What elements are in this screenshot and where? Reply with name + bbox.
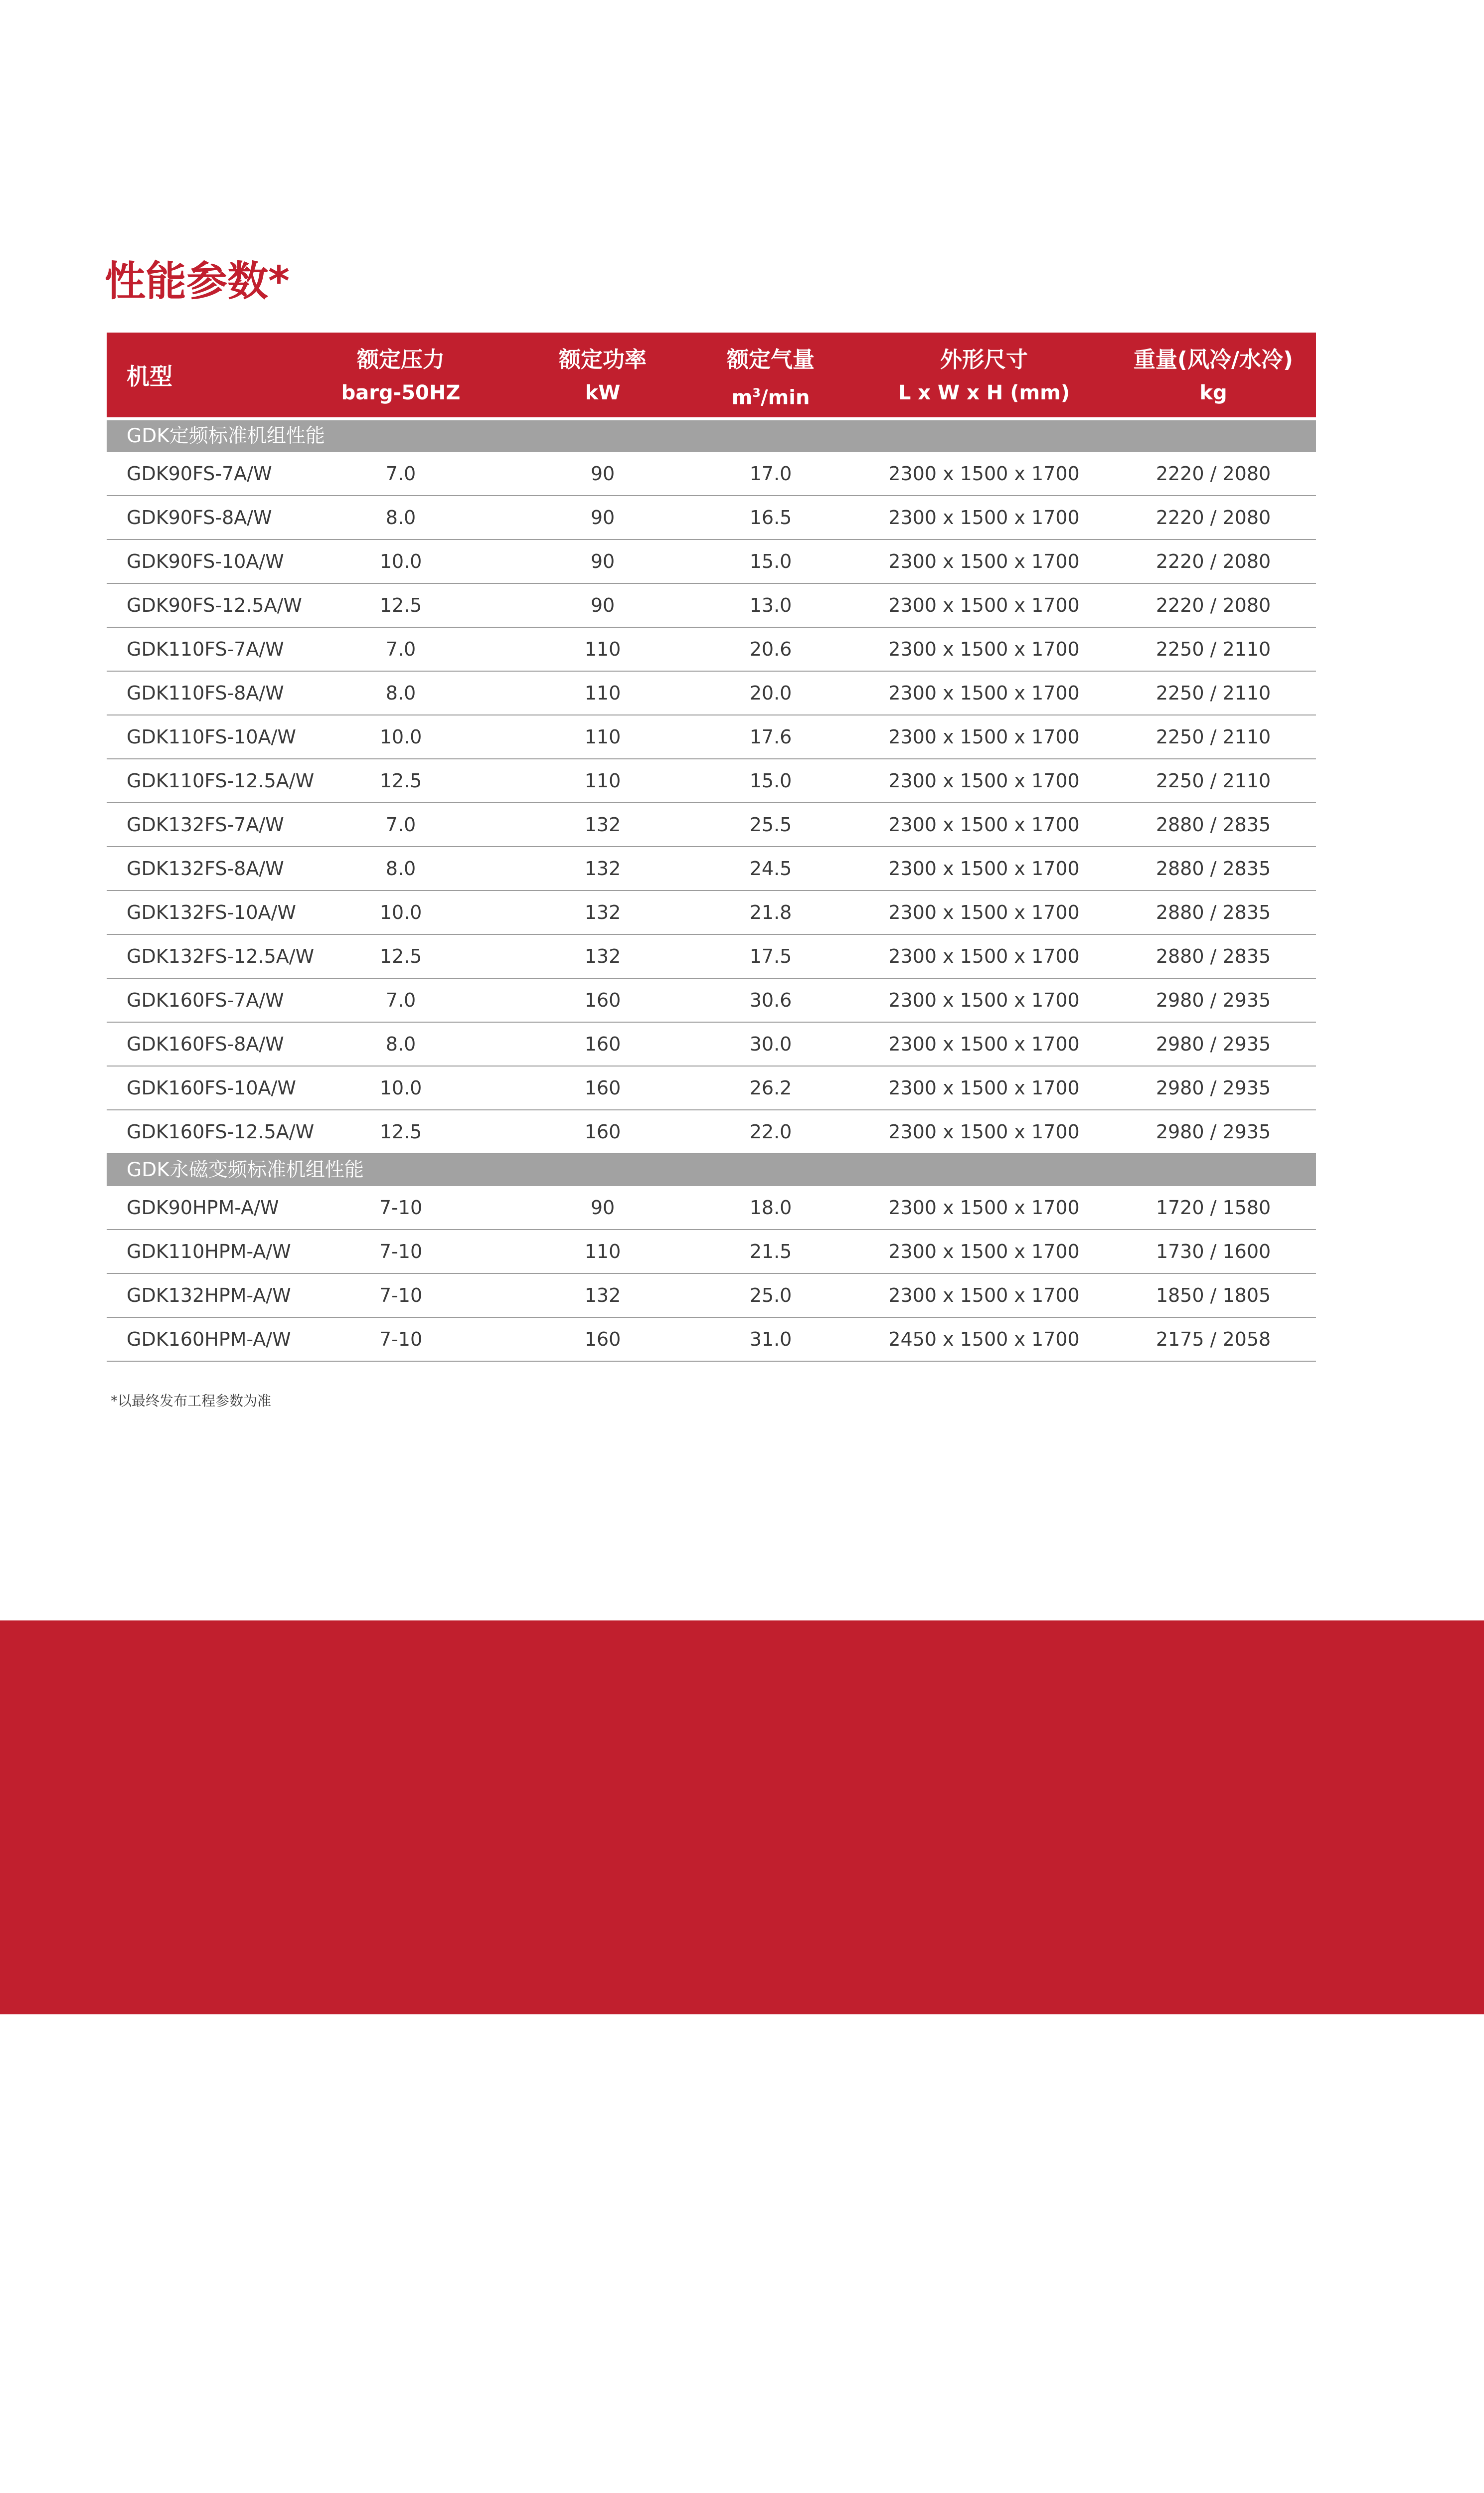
cell-size: 2300 x 1500 x 1700 (888, 1284, 1080, 1306)
cell-flow: 30.0 (749, 1033, 792, 1055)
cell-size: 2300 x 1500 x 1700 (888, 901, 1080, 923)
cell-model: GDK90FS-10A/W (127, 550, 284, 572)
cell-size: 2300 x 1500 x 1700 (888, 1241, 1080, 1262)
header-pressure-unit: barg-50HZ (341, 381, 461, 404)
cell-model: GDK90FS-12.5A/W (127, 594, 302, 616)
header-pressure-label: 额定压力 (357, 347, 445, 372)
table-row (107, 584, 1316, 628)
cell-power: 110 (584, 1241, 621, 1262)
cell-weight: 2250 / 2110 (1155, 638, 1271, 660)
cell-size: 2300 x 1500 x 1700 (888, 989, 1080, 1011)
header-flow-unit (701, 376, 840, 414)
header-flow-unit-suffix: /min (760, 386, 810, 409)
cell-pressure: 8.0 (385, 682, 416, 704)
table-row (107, 847, 1316, 891)
cell-power: 90 (590, 550, 615, 572)
table-header (107, 333, 1316, 417)
cell-weight: 2880 / 2835 (1155, 945, 1271, 967)
cell-weight: 2250 / 2110 (1155, 682, 1271, 704)
header-weight (1114, 344, 1313, 409)
cell-weight: 2980 / 2935 (1155, 989, 1271, 1011)
cell-size: 2300 x 1500 x 1700 (888, 638, 1080, 660)
cell-model: GDK90HPM-A/W (127, 1197, 279, 1219)
cell-size: 2300 x 1500 x 1700 (888, 770, 1080, 792)
cell-weight: 2980 / 2935 (1155, 1033, 1271, 1055)
header-flow-unit-prefix: m (731, 386, 753, 409)
header-weight-unit: kg (1199, 381, 1227, 404)
cell-model: GDK110FS-10A/W (127, 726, 296, 748)
cell-weight: 2250 / 2110 (1155, 770, 1271, 792)
footnote: *以最终发布工程参数为准 (111, 1393, 272, 1409)
cell-model: GDK110HPM-A/W (127, 1241, 291, 1262)
cell-pressure: 7.0 (385, 989, 416, 1011)
cell-pressure: 8.0 (385, 858, 416, 880)
cell-flow: 26.2 (749, 1077, 792, 1099)
cell-power: 132 (584, 858, 621, 880)
table-row (107, 1318, 1316, 1362)
cell-flow: 20.6 (749, 638, 792, 660)
cell-pressure: 8.0 (385, 1033, 416, 1055)
cell-weight: 2980 / 2935 (1155, 1121, 1271, 1143)
cell-weight: 2980 / 2935 (1155, 1077, 1271, 1099)
header-size (884, 344, 1084, 409)
cell-power: 160 (584, 1328, 621, 1350)
footer-band (0, 1620, 1484, 2014)
table-row (107, 891, 1316, 935)
cell-weight: 2880 / 2835 (1155, 858, 1271, 880)
cell-power: 160 (584, 989, 621, 1011)
cell-flow: 18.0 (749, 1197, 792, 1219)
table-row (107, 452, 1316, 496)
cell-pressure: 12.5 (379, 770, 422, 792)
cell-power: 132 (584, 901, 621, 923)
cell-model: GDK90FS-7A/W (127, 463, 272, 485)
cell-power: 110 (584, 770, 621, 792)
cell-size: 2300 x 1500 x 1700 (888, 1033, 1080, 1055)
cell-power: 90 (590, 463, 615, 485)
cell-power: 132 (584, 945, 621, 967)
cell-model: GDK132HPM-A/W (127, 1284, 291, 1306)
cell-pressure: 7-10 (379, 1197, 423, 1219)
cell-size: 2300 x 1500 x 1700 (888, 507, 1080, 529)
header-flow (701, 344, 840, 414)
cell-pressure: 8.0 (385, 507, 416, 529)
table-row (107, 628, 1316, 672)
cell-pressure: 7-10 (379, 1284, 423, 1306)
table-row (107, 759, 1316, 803)
cell-flow: 17.6 (749, 726, 792, 748)
cell-size: 2300 x 1500 x 1700 (888, 1077, 1080, 1099)
cell-weight: 1850 / 1805 (1155, 1284, 1271, 1306)
header-flow-label: 额定气量 (727, 347, 815, 372)
cell-model: GDK160FS-8A/W (127, 1033, 284, 1055)
cell-flow: 21.5 (749, 1241, 792, 1262)
cell-size: 2300 x 1500 x 1700 (888, 550, 1080, 572)
cell-flow: 21.8 (749, 901, 792, 923)
table-row (107, 1230, 1316, 1274)
cell-size: 2300 x 1500 x 1700 (888, 682, 1080, 704)
cell-size: 2300 x 1500 x 1700 (888, 858, 1080, 880)
cell-power: 110 (584, 682, 621, 704)
cell-power: 90 (590, 594, 615, 616)
cell-size: 2300 x 1500 x 1700 (888, 1121, 1080, 1143)
table-body (107, 420, 1316, 1362)
cell-power: 90 (590, 507, 615, 529)
header-size-label: 外形尺寸 (940, 347, 1028, 372)
cell-model: GDK132FS-10A/W (127, 901, 296, 923)
cell-weight: 2220 / 2080 (1155, 507, 1271, 529)
table-row (107, 935, 1316, 979)
cell-power: 160 (584, 1077, 621, 1099)
cell-pressure: 7.0 (385, 638, 416, 660)
cell-flow: 22.0 (749, 1121, 792, 1143)
header-weight-label: 重量(风冷/水冷) (1133, 347, 1294, 372)
cell-pressure: 12.5 (379, 945, 422, 967)
cell-model: GDK160HPM-A/W (127, 1328, 291, 1350)
section-header: GDK定频标准机组性能 (107, 420, 1316, 452)
cell-model: GDK160FS-10A/W (127, 1077, 296, 1099)
cell-size: 2300 x 1500 x 1700 (888, 594, 1080, 616)
cell-pressure: 12.5 (379, 594, 422, 616)
cell-weight: 1730 / 1600 (1155, 1241, 1271, 1262)
cell-size: 2450 x 1500 x 1700 (888, 1328, 1080, 1350)
cell-pressure: 12.5 (379, 1121, 422, 1143)
cell-flow: 20.0 (749, 682, 792, 704)
section-header: GDK永磁变频标准机组性能 (107, 1154, 1316, 1186)
cell-power: 110 (584, 638, 621, 660)
cell-pressure: 10.0 (379, 1077, 422, 1099)
table-row (107, 1023, 1316, 1067)
cell-power: 160 (584, 1121, 621, 1143)
table-row (107, 1110, 1316, 1154)
cell-pressure: 7-10 (379, 1328, 423, 1350)
cell-size: 2300 x 1500 x 1700 (888, 1197, 1080, 1219)
cell-flow: 31.0 (749, 1328, 792, 1350)
cell-pressure: 7.0 (385, 463, 416, 485)
page-title: 性能参数* (105, 258, 290, 305)
table-row (107, 979, 1316, 1023)
table-row (107, 1274, 1316, 1318)
table-row (107, 715, 1316, 759)
cell-flow: 24.5 (749, 858, 792, 880)
cell-model: GDK110FS-8A/W (127, 682, 284, 704)
cell-model: GDK160FS-7A/W (127, 989, 284, 1011)
cell-weight: 2250 / 2110 (1155, 726, 1271, 748)
cell-power: 160 (584, 1033, 621, 1055)
header-model: 机型 (127, 363, 172, 390)
performance-table (107, 333, 1316, 1362)
table-row (107, 803, 1316, 847)
cell-pressure: 10.0 (379, 901, 422, 923)
header-flow-unit-sup: 3 (752, 386, 761, 400)
cell-flow: 17.5 (749, 945, 792, 967)
header-power (533, 344, 672, 409)
cell-model: GDK132FS-8A/W (127, 858, 284, 880)
cell-power: 110 (584, 726, 621, 748)
table-row (107, 672, 1316, 715)
table-row (107, 1067, 1316, 1110)
cell-pressure: 10.0 (379, 550, 422, 572)
cell-size: 2300 x 1500 x 1700 (888, 463, 1080, 485)
header-power-label: 额定功率 (559, 347, 647, 372)
cell-flow: 25.0 (749, 1284, 792, 1306)
header-size-unit: L x W x H (mm) (898, 381, 1070, 404)
cell-power: 132 (584, 814, 621, 836)
cell-flow: 15.0 (749, 770, 792, 792)
cell-weight: 2880 / 2835 (1155, 901, 1271, 923)
cell-weight: 1720 / 1580 (1155, 1197, 1271, 1219)
cell-model: GDK132FS-12.5A/W (127, 945, 315, 967)
cell-power: 90 (590, 1197, 615, 1219)
table-row (107, 540, 1316, 584)
cell-weight: 2175 / 2058 (1155, 1328, 1271, 1350)
cell-flow: 13.0 (749, 594, 792, 616)
table-row (107, 1186, 1316, 1230)
cell-pressure: 10.0 (379, 726, 422, 748)
cell-size: 2300 x 1500 x 1700 (888, 726, 1080, 748)
cell-flow: 16.5 (749, 507, 792, 529)
cell-model: GDK132FS-7A/W (127, 814, 284, 836)
header-pressure (331, 344, 471, 409)
cell-pressure: 7.0 (385, 814, 416, 836)
cell-weight: 2220 / 2080 (1155, 463, 1271, 485)
cell-flow: 25.5 (749, 814, 792, 836)
table-row (107, 496, 1316, 540)
cell-power: 132 (584, 1284, 621, 1306)
cell-size: 2300 x 1500 x 1700 (888, 814, 1080, 836)
cell-model: GDK110FS-7A/W (127, 638, 284, 660)
cell-flow: 30.6 (749, 989, 792, 1011)
cell-weight: 2220 / 2080 (1155, 550, 1271, 572)
cell-weight: 2220 / 2080 (1155, 594, 1271, 616)
cell-size: 2300 x 1500 x 1700 (888, 945, 1080, 967)
cell-flow: 15.0 (749, 550, 792, 572)
header-power-unit: kW (585, 381, 621, 404)
cell-model: GDK110FS-12.5A/W (127, 770, 315, 792)
cell-model: GDK160FS-12.5A/W (127, 1121, 315, 1143)
cell-model: GDK90FS-8A/W (127, 507, 272, 529)
cell-flow: 17.0 (749, 463, 792, 485)
cell-pressure: 7-10 (379, 1241, 423, 1262)
cell-weight: 2880 / 2835 (1155, 814, 1271, 836)
